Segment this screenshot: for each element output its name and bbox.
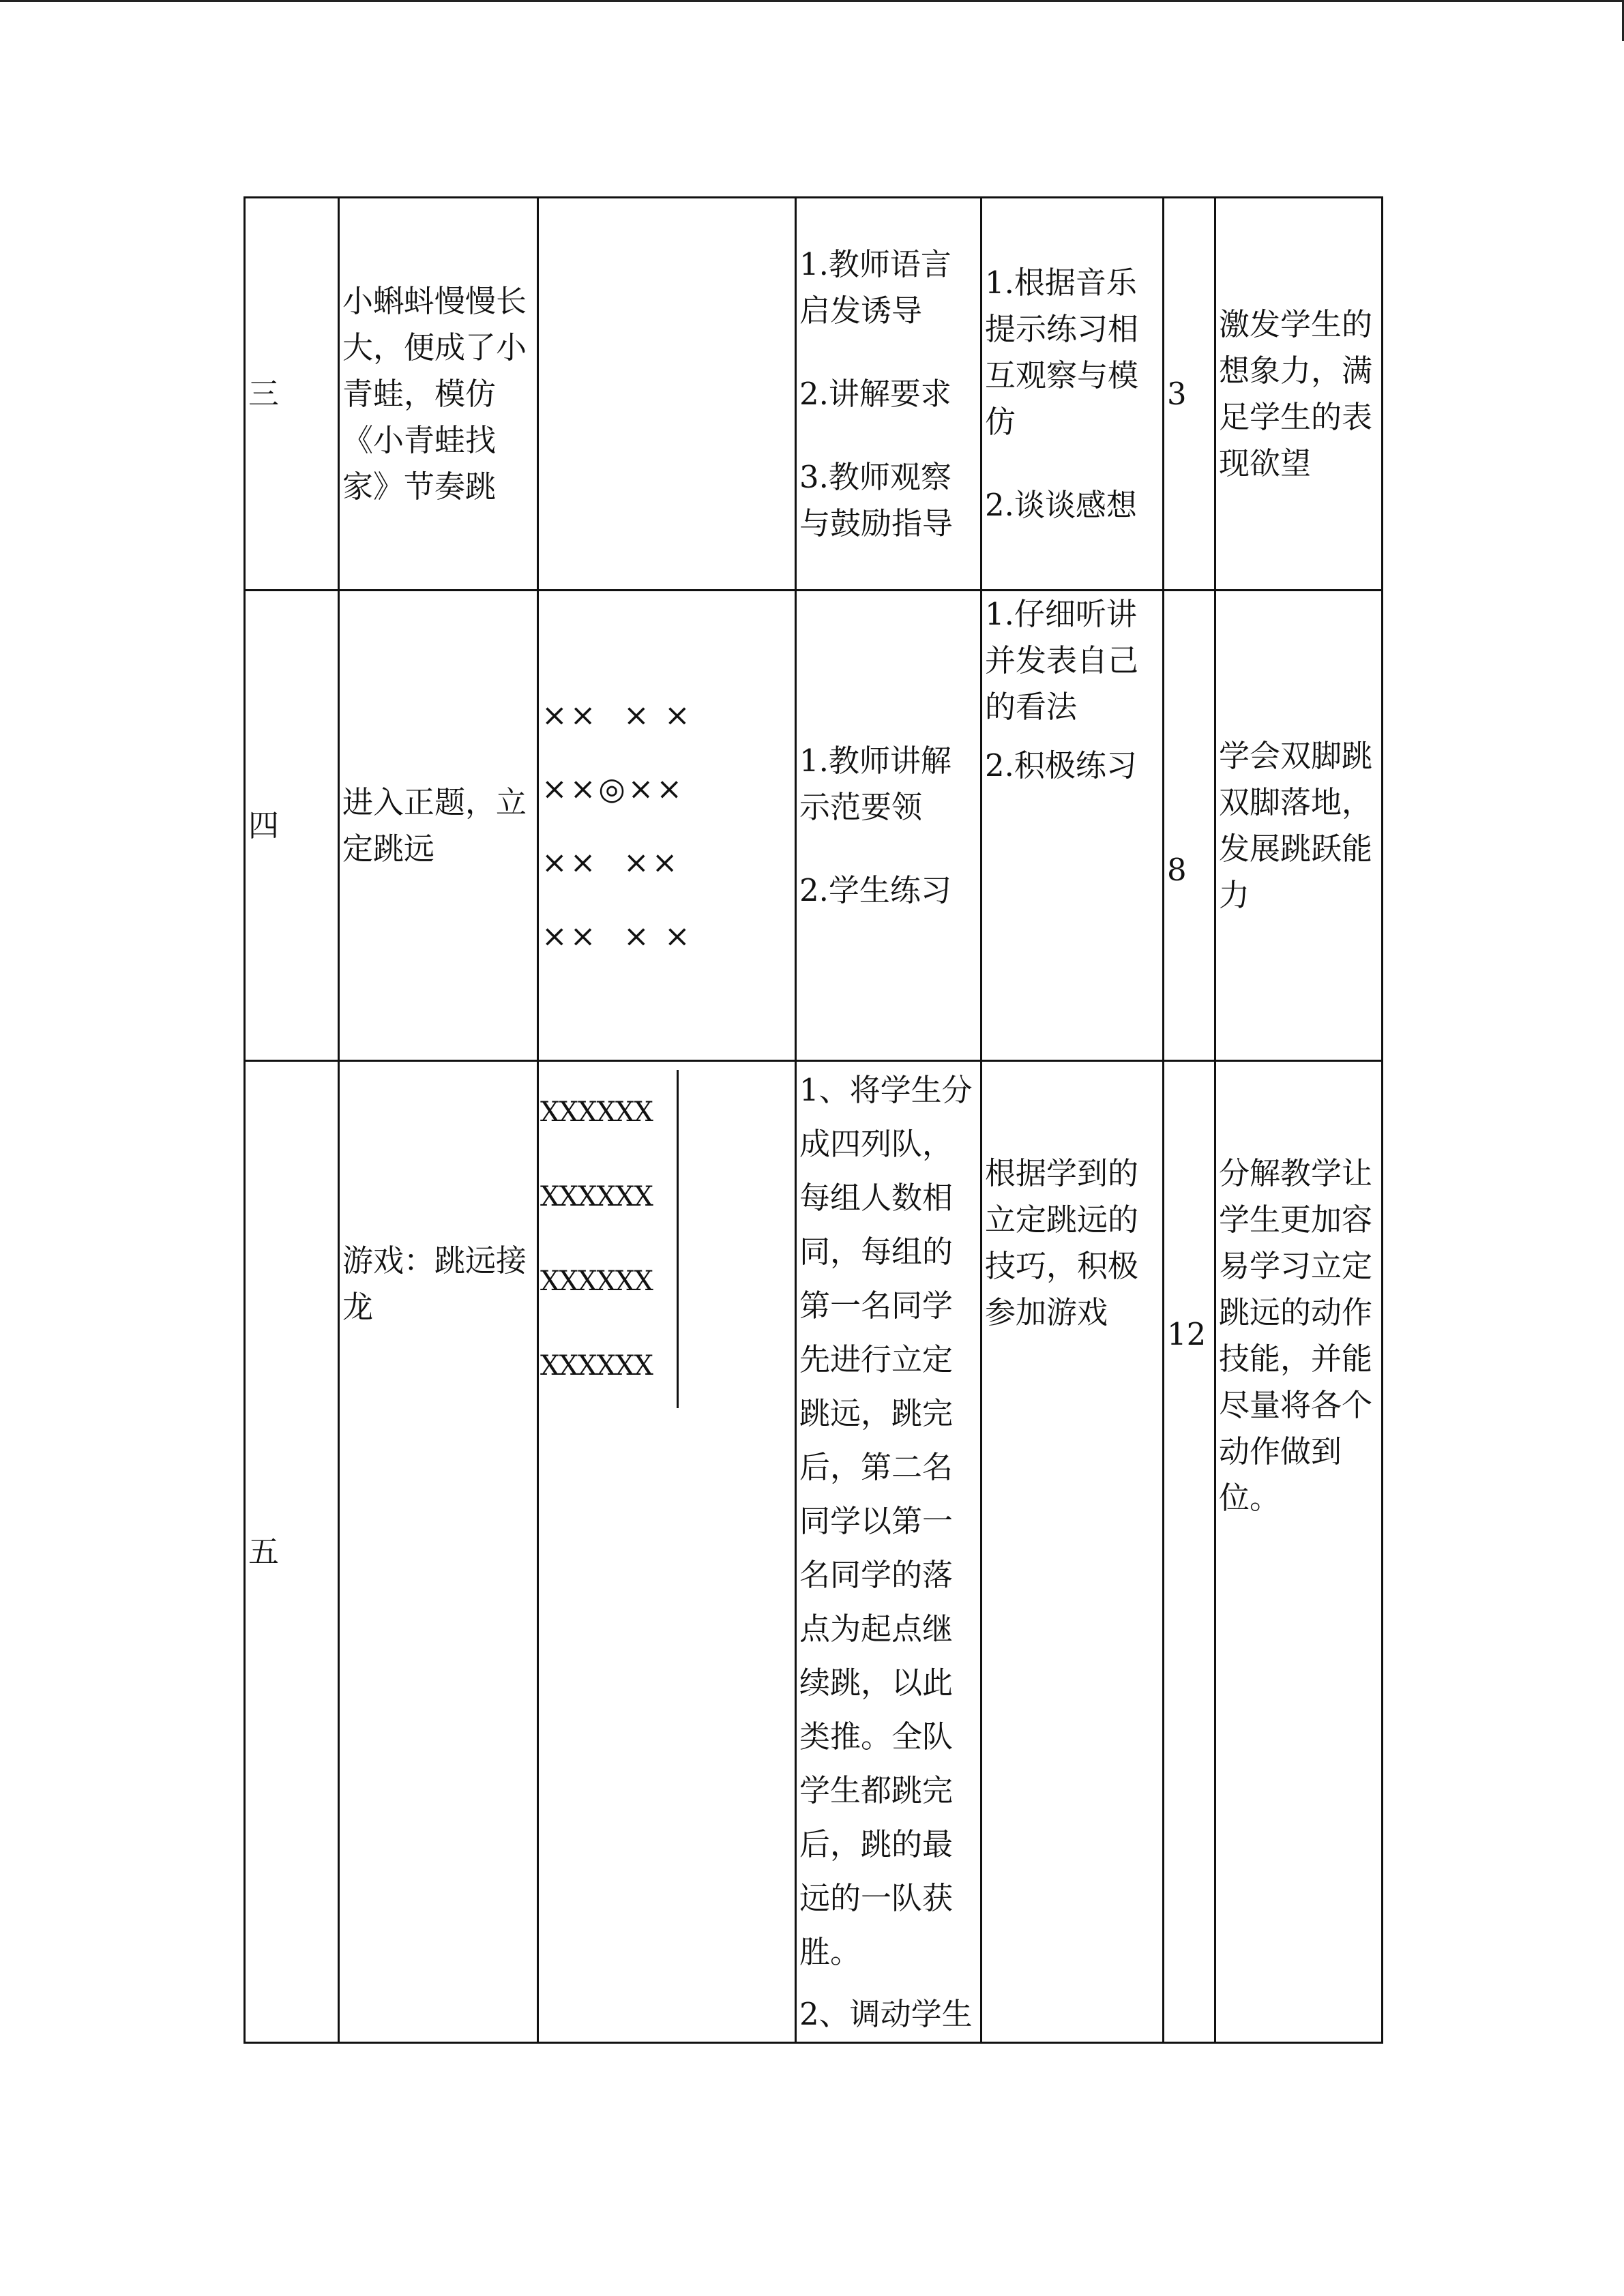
section-number: 三 xyxy=(245,198,339,591)
time-cell: 12 xyxy=(1164,1061,1215,2043)
team-line: XXXXXX xyxy=(540,1181,653,1212)
teacher-step: 2、调动学生 xyxy=(799,1996,973,2032)
page-top-border xyxy=(0,0,1624,2)
goal-cell: 学会双脚跳双脚落地，发展跳跃能力 xyxy=(1215,591,1383,1061)
teacher-step: 1.教师讲解示范要领 xyxy=(799,742,951,825)
teacher-step: 3.教师观察与鼓励指导 xyxy=(799,458,954,541)
teacher-step: 1.教师语言启发诱导 xyxy=(799,245,951,329)
team-formation xyxy=(540,1070,679,1408)
team-line: XXXXXX xyxy=(540,1266,653,1297)
lesson-plan-table xyxy=(243,196,1383,2044)
content-cell: 游戏：跳远接龙 xyxy=(339,1061,538,2043)
teacher-activity-cell xyxy=(796,1061,981,2043)
formation-cell xyxy=(538,1061,796,2043)
formation-line: ××◎×× xyxy=(542,770,685,807)
goal-cell: 激发学生的想象力，满足学生的表现欲望 xyxy=(1215,198,1383,591)
student-step: 根据学到的立定跳远的技巧，积极参加游戏 xyxy=(985,1155,1139,1330)
content-cell: 进入正题，立定跳远 xyxy=(339,591,538,1061)
table-row xyxy=(245,198,1383,591)
student-activity-cell xyxy=(981,198,1164,591)
teacher-step: 2.学生练习 xyxy=(799,871,951,908)
student-step: 1.根据音乐提示练习相互观察与模仿 xyxy=(985,264,1139,440)
section-number: 五 xyxy=(245,1061,339,2043)
teacher-step: 1、将学生分成四列队，每组人数相同，每组的第一名同学先进行立定跳远，跳完后，第二名同学以第一名同学的落点为起点继续跳，以此类推。全队学生都跳完后，跳的最远的一队获胜。 xyxy=(799,1072,973,1970)
student-step: 2.积极练习 xyxy=(985,747,1137,784)
teacher-activity-cell xyxy=(796,198,981,591)
team-line: XXXXXX xyxy=(540,1097,653,1128)
team-line: XXXXXX xyxy=(540,1350,653,1382)
teacher-activity-cell xyxy=(796,591,981,1061)
teacher-step: 2.讲解要求 xyxy=(799,375,951,412)
student-step: 1.仔细听讲并发表自己的看法 xyxy=(985,596,1139,725)
formation-line: ×× × × xyxy=(542,696,693,733)
formation-line: ×× ×× xyxy=(542,844,681,880)
time-cell: 8 xyxy=(1164,591,1215,1061)
student-activity-cell xyxy=(981,591,1164,1061)
table-row xyxy=(245,1061,1383,2043)
time-cell: 3 xyxy=(1164,198,1215,591)
content-cell: 小蝌蚪慢慢长大，便成了小青蛙，模仿《小青蛙找家》节奏跳 xyxy=(339,198,538,591)
goal-cell: 分解教学让学生更加容易学习立定跳远的动作技能，并能尽量将各个动作做到位。 xyxy=(1215,1061,1383,2043)
student-step: 2.谈谈感想 xyxy=(985,486,1137,523)
formation-cell xyxy=(538,198,796,591)
formation-cell xyxy=(538,591,796,1061)
student-activity-cell xyxy=(981,1061,1164,2043)
formation-line: ×× × × xyxy=(542,917,693,954)
table-row xyxy=(245,591,1383,1061)
section-number: 四 xyxy=(245,591,339,1061)
